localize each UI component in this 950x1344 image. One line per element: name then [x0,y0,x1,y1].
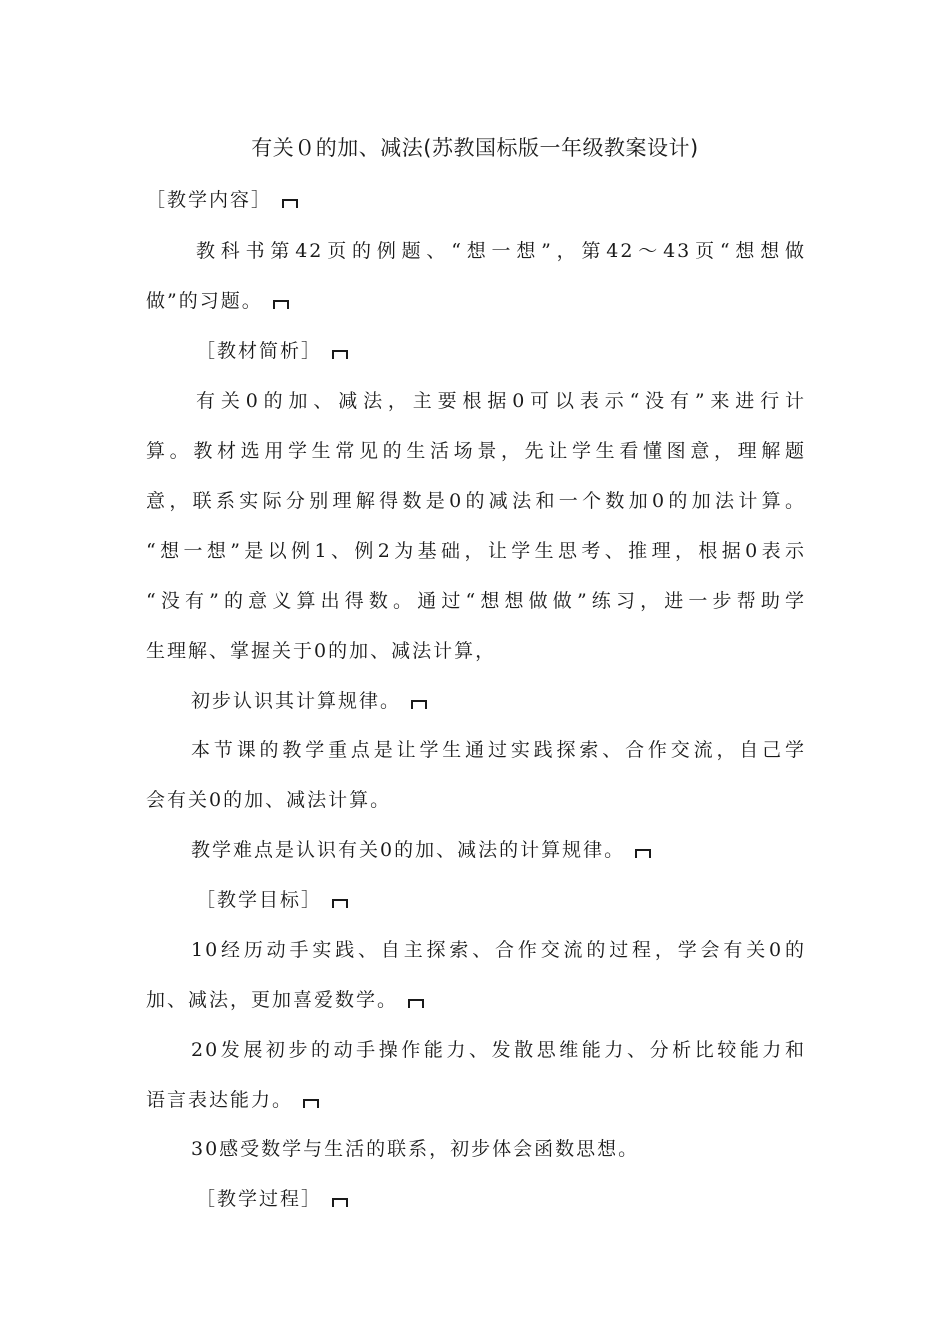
paragraph-mark-icon [330,347,350,359]
paragraph-line: 教学难点是认识有关0的加、减法的计算规律。 [191,835,806,865]
paragraph-mark-icon [633,846,653,858]
paragraph-line: 语言表达能力。 [146,1085,806,1115]
paragraph-mark-icon [406,996,426,1008]
section-heading-content: ［教学内容］ [146,185,806,215]
paragraph-line: 教科书第42页的例题、“想一想”，第42～43页“想想做 [196,240,806,262]
paragraph-mark-icon [271,297,291,309]
paragraph-line: 生理解、掌握关于0的加、减法计算， [146,640,497,662]
paragraph-line: 算。教材选用学生常见的生活场景，先让学生看懂图意，理解题 [146,440,806,462]
section-heading-objectives: ［教学目标］ [196,885,806,915]
paragraph-line: 会有关0的加、减法计算。 [146,789,392,811]
paragraph-line: 本节课的教学重点是让学生通过实践探索、合作交流，自己学 [191,739,806,761]
paragraph-mark-icon [280,196,300,208]
paragraph-line: “没有”的意义算出得数。通过“想想做做”练习，进一步帮助学 [146,590,806,612]
paragraph-line: 加、减法，更加喜爱数学。 [146,985,806,1015]
paragraph-mark-icon [301,1096,321,1108]
section-heading-analysis: ［教材简析］ [196,336,806,366]
paragraph-line: 初步认识其计算规律。 [191,686,806,716]
paragraph-line: “想一想”是以例1、例2为基础，让学生思考、推理，根据0表示 [146,540,806,562]
paragraph-line: 有关0的加、减法，主要根据0可以表示“没有”来进行计 [196,390,806,412]
paragraph-line: 意，联系实际分别理解得数是0的减法和一个数加0的加法计算。 [146,490,806,512]
objective-item: 20发展初步的动手操作能力、发散思维能力、分析比较能力和 [191,1039,806,1061]
paragraph-mark-icon [409,697,429,709]
paragraph-line: 做”的习题。 [146,286,806,316]
section-heading-process: ［教学过程］ [196,1184,806,1214]
document-title: 有关０的加、减法(苏教国标版一年级教案设计) [251,136,699,160]
objective-item: 30感受数学与生活的联系，初步体会函数思想。 [191,1138,640,1160]
paragraph-mark-icon [330,1195,350,1207]
objective-item: 10经历动手实践、自主探索、合作交流的过程，学会有关0的 [191,939,806,961]
paragraph-mark-icon [330,896,350,908]
